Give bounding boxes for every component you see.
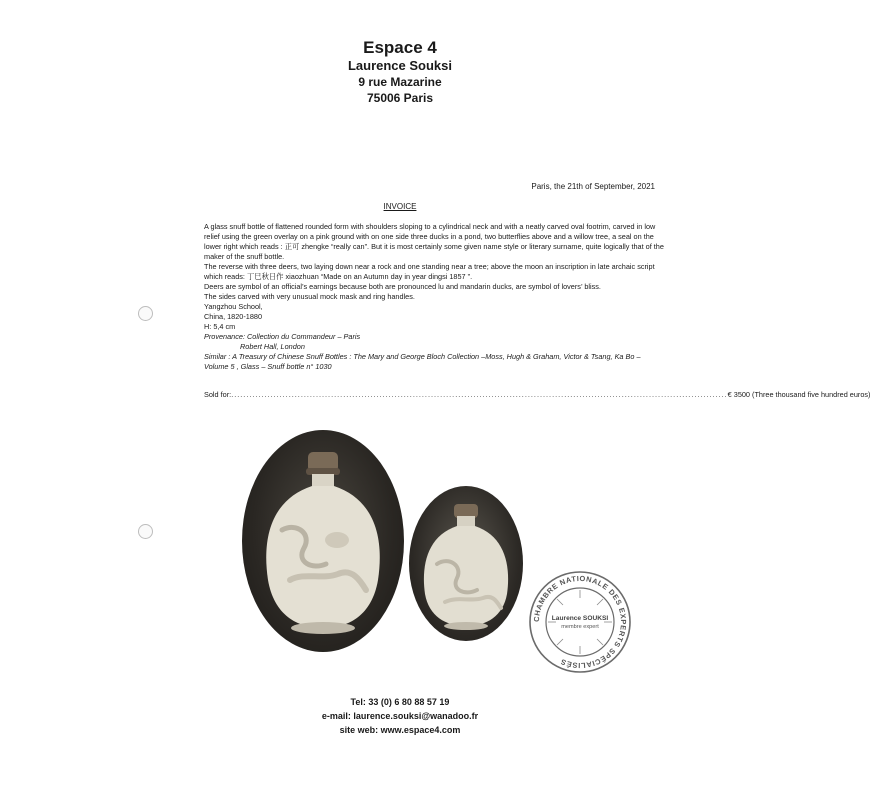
sold-price-line <box>204 390 870 399</box>
provenance-line: Provenance: Collection du Commandeur – Paris <box>204 332 361 341</box>
sold-label: Sold for: <box>204 390 232 399</box>
description-paragraph: A glass snuff bottle of flattened rounded form with shoulders sloping to a cylindrical neck and with a neatly carved oval footrim, carved in low relief using the green overlay on a pink ground with on one side three ducks in a pond, two butterflies above and a willow tree, a seal on the lower right which reads : 正可 zhengke “really can”. But it is most certainly some given name style or literary surname, quite logically that of the maker of the snuff bottle. <box>204 222 664 261</box>
expert-seal-stamp <box>528 570 632 674</box>
footer-phone: Tel: 33 (0) 6 80 88 57 19 <box>350 697 450 707</box>
snuff-bottle-photo-front <box>242 430 404 652</box>
snuff-bottle-photo-back <box>409 486 523 641</box>
origin-line: China, 1820-1880 <box>204 312 263 321</box>
seal-inner-role: membre expert <box>561 624 599 630</box>
date-line: Paris, the 21th of September, 2021 <box>531 182 655 191</box>
height-line: H: 5,4 cm <box>204 322 236 331</box>
owner-name: Laurence Souksi <box>347 58 453 73</box>
sold-price: € 3500 (Three thousand five hundred euros) <box>727 390 870 399</box>
company-name: Espace 4 <box>363 38 437 57</box>
binder-hole-bottom <box>138 524 153 539</box>
dotted-leader: .................................................................................................................................................................... <box>231 390 728 399</box>
provenance-line-2: Robert Hall, London <box>240 342 305 351</box>
city-address: 75006 Paris <box>366 91 434 105</box>
street-address: 9 rue Mazarine <box>358 75 442 89</box>
invoice-title: INVOICE <box>383 202 417 211</box>
footer-website: site web: www.espace4.com <box>339 725 461 735</box>
item-description <box>204 222 664 372</box>
description-paragraph: The reverse with three deers, two laying down near a rock and one standing near a tree; above the moon an inscription in late archaic script which reads: 丁巳秋日作 xiaozhuan “Made on an Autumn day in year dingsi 1857 ”. <box>204 262 655 281</box>
school-line: Yangzhou School, <box>204 302 263 311</box>
description-paragraph: Deers are symbol of an official’s earnings because both are pronounced lu and mandarin ducks, are symbol of lovers’ bliss. <box>204 282 601 291</box>
footer-email: e-mail: laurence.souksi@wanadoo.fr <box>321 711 479 721</box>
seal-inner-name: Laurence SOUKSI <box>551 615 609 622</box>
binder-hole-top <box>138 306 153 321</box>
description-paragraph: The sides carved with very unusual mock mask and ring handles. <box>204 292 415 301</box>
seal-outer-text: CHAMBRE NATIONALE DES EXPERTS SPÉCIALISÉS <box>531 573 629 671</box>
similar-reference: Similar : A Treasury of Chinese Snuff Bottles : The Mary and George Bloch Collection –Moss, Hugh & Graham, Victor & Tsang, Ka Bo – Volume 5 , Glass – Snuff bottle n° 1030 <box>204 352 641 371</box>
